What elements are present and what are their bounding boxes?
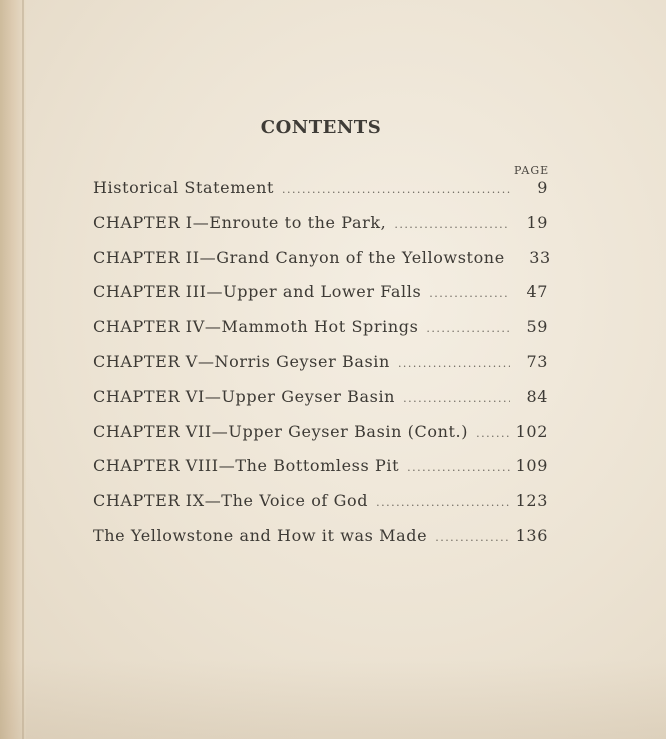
toc-entry <box>93 526 548 561</box>
toc-entry-title: CHAPTER II—Grand Canyon of the Yellowstone <box>93 247 505 267</box>
toc-entry <box>93 213 548 248</box>
toc-entry-title: CHAPTER VII—Upper Geyser Basin (Cont.) <box>93 421 469 441</box>
contents-heading: CONTENTS <box>260 117 382 138</box>
toc-entry <box>93 387 548 422</box>
toc-entry-page: 84 <box>526 386 548 406</box>
toc-entry <box>93 178 548 213</box>
dot-leader <box>403 392 510 405</box>
toc-entry <box>93 352 548 387</box>
dot-leader <box>376 496 510 509</box>
toc-entry-page: 109 <box>515 456 548 476</box>
toc-entry <box>93 247 551 283</box>
toc-entry-title: The Yellowstone and How it was Made <box>93 525 428 545</box>
table-of-contents <box>93 178 551 561</box>
dot-leader <box>429 287 510 300</box>
page-column-label: PAGE <box>514 164 550 177</box>
dot-leader <box>282 183 510 196</box>
dot-leader <box>435 531 509 544</box>
dot-leader <box>394 218 510 231</box>
toc-entry-page: 33 <box>529 247 551 267</box>
toc-entry-title: Historical Statement <box>93 178 275 197</box>
toc-entry-title: CHAPTER IX—The Voice of God <box>93 491 369 511</box>
toc-entry-page: 102 <box>515 421 548 441</box>
toc-entry-title: CHAPTER I—Enroute to the Park, <box>93 212 387 232</box>
toc-entry <box>93 491 548 526</box>
toc-entry <box>93 422 548 457</box>
toc-entry-title: CHAPTER VI—Upper Geyser Basin <box>93 386 396 406</box>
toc-entry <box>93 317 548 352</box>
toc-entry-page: 47 <box>526 282 548 302</box>
dot-leader <box>398 357 510 370</box>
toc-entry-page: 19 <box>526 212 548 232</box>
toc-entry-title: CHAPTER III—Upper and Lower Falls <box>93 282 422 302</box>
toc-entry-title: CHAPTER V—Norris Geyser Basin <box>93 351 390 371</box>
toc-entry-title: CHAPTER VIII—The Bottomless Pit <box>93 456 400 476</box>
toc-entry <box>93 456 548 491</box>
page-shadow <box>0 659 666 739</box>
toc-entry-title: CHAPTER IV—Mammoth Hot Springs <box>93 317 419 337</box>
gutter-edge <box>22 0 24 739</box>
toc-entry-page: 59 <box>526 317 548 337</box>
dot-leader <box>426 322 510 335</box>
toc-entry-page: 136 <box>515 525 548 545</box>
toc-entry-page: 9 <box>537 178 548 197</box>
dot-leader <box>476 427 510 440</box>
toc-entry <box>93 282 548 317</box>
dot-leader <box>407 461 510 474</box>
toc-entry-page: 123 <box>515 491 548 511</box>
toc-entry-page: 73 <box>526 351 548 371</box>
